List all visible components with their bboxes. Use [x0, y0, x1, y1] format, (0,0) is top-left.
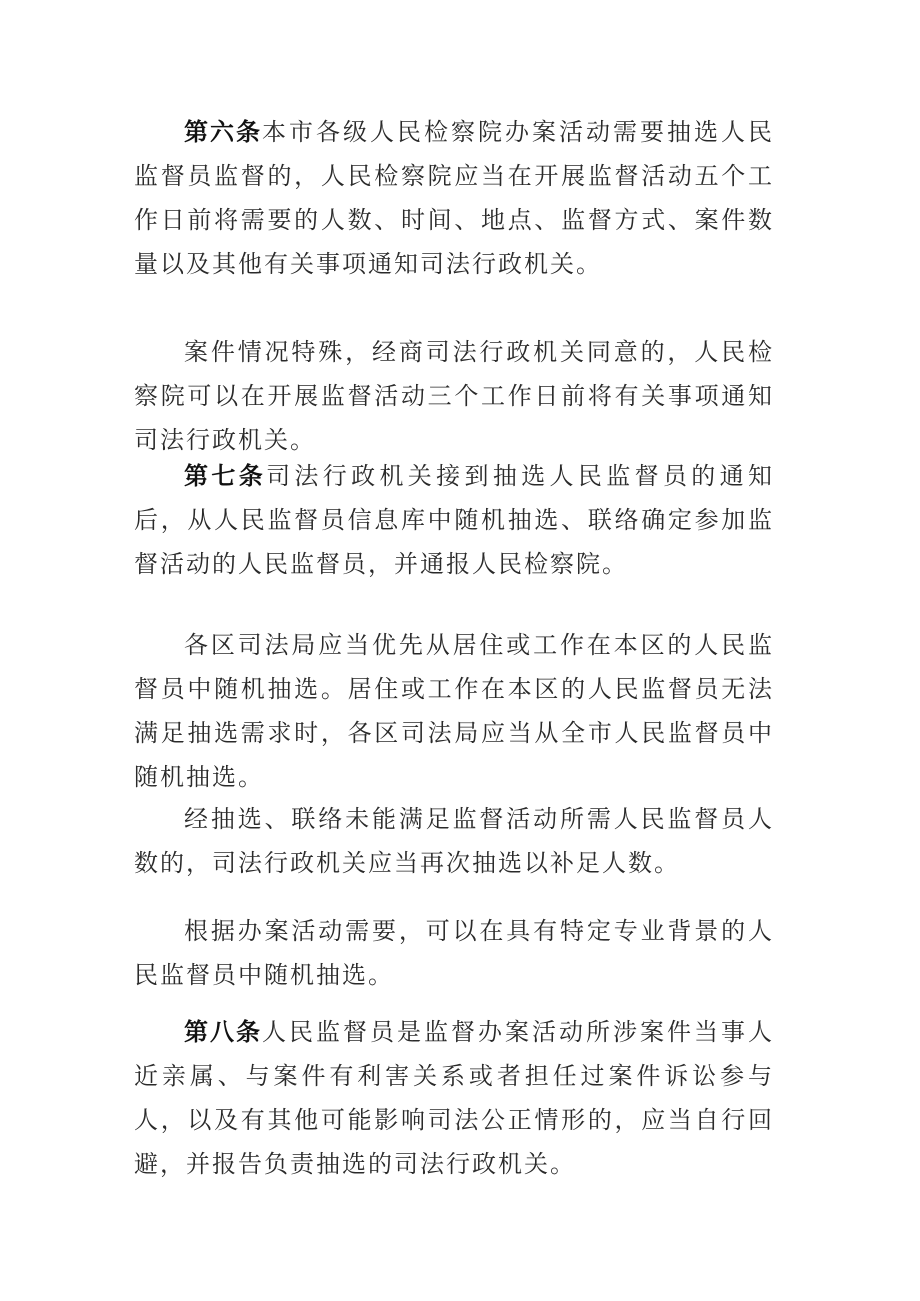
paragraph-article-7-clause-3 [134, 797, 774, 885]
paragraph-text: 各区司法局应当优先从居住或工作在本区的人民监督员中随机抽选。居住或工作在本区的人民监督员无法满足抽选需求时，各区司法局应当从全市人民监督员中随机抽选。 [134, 631, 774, 791]
paragraph-article-7-clause-2 [134, 623, 774, 799]
paragraph-text: 人民监督员是监督办案活动所涉案件当事人近亲属、与案件有利害关系或者担任过案件诉讼参与人，以及有其他可能影响司法公正情形的，应当自行回避，并报告负责抽选的司法行政机关。 [134, 1018, 774, 1178]
paragraph-text: 本市各级人民检察院办案活动需要抽选人民监督员监督的，人民检察院应当在开展监督活动五个工作日前将需要的人数、时间、地点、监督方式、案件数量以及其他有关事项通知司法行政机关。 [134, 118, 774, 278]
paragraph-text: 根据办案活动需要，可以在具有特定专业背景的人民监督员中随机抽选。 [134, 917, 774, 989]
paragraph-article-7 [134, 454, 774, 586]
paragraph-article-6-clause-2 [134, 330, 774, 462]
article-heading: 第八条 [184, 1018, 262, 1046]
paragraph-text: 经抽选、联络未能满足监督活动所需人民监督员人数的，司法行政机关应当再次抽选以补足人数。 [134, 805, 774, 877]
paragraph-text: 司法行政机关接到抽选人民监督员的通知后，从人民监督员信息库中随机抽选、联络确定参加监督活动的人民监督员，并通报人民检察院。 [134, 462, 775, 578]
paragraph-article-8 [134, 1010, 774, 1186]
paragraph-article-6 [134, 110, 774, 286]
paragraph-article-7-clause-4 [134, 909, 774, 997]
article-heading: 第六条 [184, 118, 262, 146]
paragraph-text: 案件情况特殊，经商司法行政机关同意的，人民检察院可以在开展监督活动三个工作日前将有关事项通知司法行政机关。 [134, 338, 774, 454]
article-heading: 第七条 [184, 462, 267, 490]
